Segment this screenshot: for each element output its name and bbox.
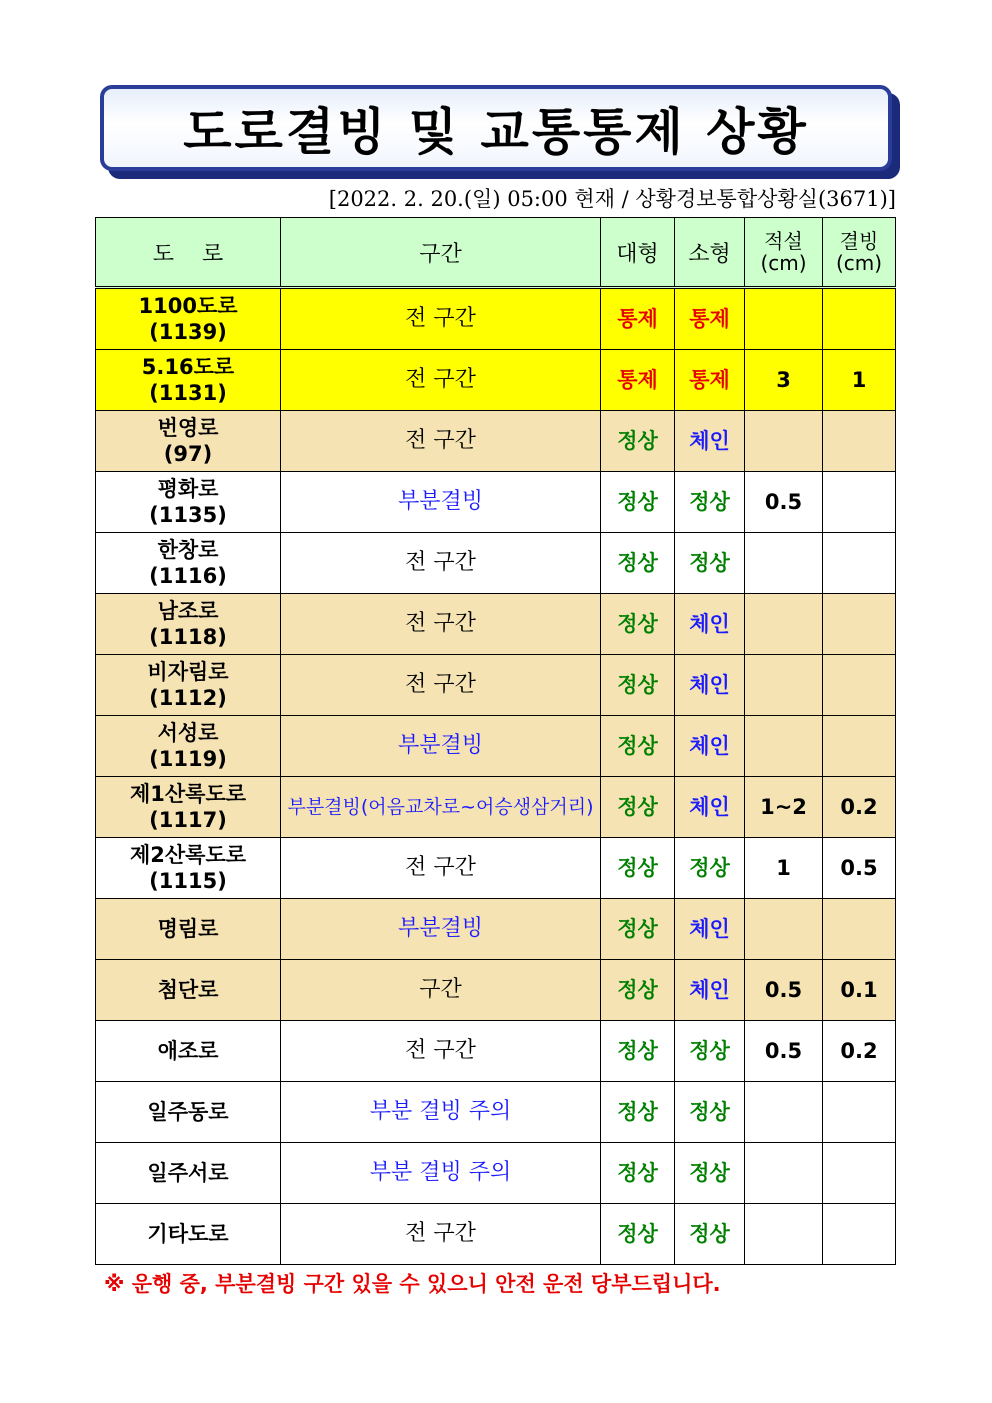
road-name-cell — [96, 899, 281, 960]
section-cell: 전 구간 — [281, 288, 601, 350]
snow-depth-cell: 1~2 — [745, 777, 823, 838]
table-row — [96, 472, 896, 533]
road-name: 평화로 — [157, 477, 219, 501]
road-name-cell — [96, 411, 281, 472]
snow-depth-cell — [745, 1143, 823, 1204]
road-name: 애조로 — [157, 1039, 219, 1063]
header-road: 도 로 — [96, 218, 281, 288]
ice-depth-cell — [823, 472, 896, 533]
small-vehicle-status: 정상 — [675, 1143, 745, 1204]
road-number: (1115) — [149, 869, 227, 893]
snow-depth-cell — [745, 1204, 823, 1265]
section-cell: 전 구간 — [281, 1204, 601, 1265]
road-status-table — [95, 217, 896, 1265]
road-name-cell — [96, 1021, 281, 1082]
snow-depth-cell — [745, 533, 823, 594]
section-cell: 부분 결빙 주의 — [281, 1143, 601, 1204]
table-row — [96, 1143, 896, 1204]
small-vehicle-status: 체인 — [675, 899, 745, 960]
header-large: 대형 — [601, 218, 675, 288]
ice-depth-cell — [823, 594, 896, 655]
large-vehicle-status: 정상 — [601, 716, 675, 777]
ice-depth-cell — [823, 1082, 896, 1143]
large-vehicle-status: 정상 — [601, 655, 675, 716]
road-name-cell — [96, 1204, 281, 1265]
road-name-cell — [96, 288, 281, 350]
large-vehicle-status: 정상 — [601, 777, 675, 838]
road-name-cell — [96, 655, 281, 716]
title-box — [100, 85, 892, 171]
road-number: (1131) — [149, 381, 227, 405]
large-vehicle-status: 통제 — [601, 350, 675, 411]
large-vehicle-status: 정상 — [601, 533, 675, 594]
header-section: 구간 — [281, 218, 601, 288]
road-name: 비자림로 — [147, 660, 229, 684]
small-vehicle-status: 체인 — [675, 777, 745, 838]
header-ice: 결빙 (cm) — [823, 218, 896, 288]
road-number: (97) — [163, 442, 213, 466]
header-snow: 적설 (cm) — [745, 218, 823, 288]
table-row — [96, 1021, 896, 1082]
road-name-cell — [96, 777, 281, 838]
table-row — [96, 1204, 896, 1265]
ice-depth-cell — [823, 533, 896, 594]
small-vehicle-status: 체인 — [675, 594, 745, 655]
snow-depth-cell — [745, 716, 823, 777]
ice-depth-cell — [823, 1204, 896, 1265]
large-vehicle-status: 정상 — [601, 594, 675, 655]
header-small: 소형 — [675, 218, 745, 288]
title-banner — [100, 85, 892, 171]
snow-depth-cell: 1 — [745, 838, 823, 899]
section-cell: 구간 — [281, 960, 601, 1021]
small-vehicle-status: 정상 — [675, 838, 745, 899]
small-vehicle-status: 통제 — [675, 288, 745, 350]
ice-depth-cell — [823, 716, 896, 777]
table-row — [96, 960, 896, 1021]
large-vehicle-status: 정상 — [601, 472, 675, 533]
snow-depth-cell: 0.5 — [745, 960, 823, 1021]
section-cell: 전 구간 — [281, 594, 601, 655]
section-cell: 부분 결빙 주의 — [281, 1082, 601, 1143]
road-number: (1119) — [149, 747, 227, 771]
snow-depth-cell: 3 — [745, 350, 823, 411]
road-name-cell — [96, 472, 281, 533]
road-name-cell — [96, 533, 281, 594]
road-number: (1116) — [149, 564, 227, 588]
road-number: (1118) — [149, 625, 227, 649]
ice-depth-cell: 0.1 — [823, 960, 896, 1021]
section-cell: 부분결빙 — [281, 899, 601, 960]
ice-depth-cell — [823, 411, 896, 472]
road-name: 첨단로 — [157, 978, 219, 1002]
ice-depth-cell — [823, 288, 896, 350]
road-name-cell — [96, 960, 281, 1021]
table-row — [96, 1082, 896, 1143]
road-name: 한창로 — [157, 538, 219, 562]
road-number: (1139) — [149, 320, 227, 344]
road-name: 번영로 — [157, 416, 219, 440]
large-vehicle-status: 정상 — [601, 1204, 675, 1265]
road-name: 제1산록도로 — [129, 782, 247, 806]
snow-depth-cell — [745, 594, 823, 655]
section-cell: 부분결빙 — [281, 716, 601, 777]
large-vehicle-status: 정상 — [601, 899, 675, 960]
ice-depth-cell — [823, 655, 896, 716]
road-name-cell — [96, 716, 281, 777]
table-row — [96, 899, 896, 960]
large-vehicle-status: 정상 — [601, 960, 675, 1021]
ice-depth-cell: 0.5 — [823, 838, 896, 899]
road-name-cell — [96, 1082, 281, 1143]
road-name-cell — [96, 838, 281, 899]
snow-depth-cell — [745, 1082, 823, 1143]
road-name-cell — [96, 350, 281, 411]
snow-depth-cell: 0.5 — [745, 1021, 823, 1082]
table-row — [96, 533, 896, 594]
road-name: 5.16도로 — [141, 355, 235, 379]
small-vehicle-status: 체인 — [675, 716, 745, 777]
ice-depth-cell — [823, 899, 896, 960]
road-name: 1100도로 — [138, 294, 238, 318]
section-cell: 전 구간 — [281, 350, 601, 411]
large-vehicle-status: 정상 — [601, 1021, 675, 1082]
section-cell: 전 구간 — [281, 411, 601, 472]
small-vehicle-status: 체인 — [675, 655, 745, 716]
small-vehicle-status: 정상 — [675, 1082, 745, 1143]
road-number: (1135) — [149, 503, 227, 527]
road-name: 서성로 — [157, 721, 219, 745]
table-row — [96, 716, 896, 777]
ice-depth-cell — [823, 1143, 896, 1204]
large-vehicle-status: 정상 — [601, 1143, 675, 1204]
section-cell: 전 구간 — [281, 655, 601, 716]
road-name: 일주동로 — [147, 1100, 229, 1124]
page-title: 도로결빙 및 교통통제 상황 — [183, 103, 809, 161]
small-vehicle-status: 정상 — [675, 472, 745, 533]
small-vehicle-status: 정상 — [675, 1021, 745, 1082]
table-row — [96, 350, 896, 411]
section-cell: 전 구간 — [281, 533, 601, 594]
table-row — [96, 777, 896, 838]
road-name: 제2산록도로 — [129, 843, 247, 867]
ice-depth-cell: 1 — [823, 350, 896, 411]
small-vehicle-status: 체인 — [675, 411, 745, 472]
section-cell: 부분결빙 — [281, 472, 601, 533]
road-name: 기타도로 — [147, 1222, 229, 1246]
small-vehicle-status: 체인 — [675, 960, 745, 1021]
report-timestamp: [2022. 2. 20.(일) 05:00 현재 / 상황경보통합상황실(3671)] — [328, 187, 896, 211]
large-vehicle-status: 정상 — [601, 838, 675, 899]
small-vehicle-status: 정상 — [675, 533, 745, 594]
snow-depth-cell — [745, 411, 823, 472]
section-cell: 전 구간 — [281, 1021, 601, 1082]
table-row — [96, 288, 896, 350]
large-vehicle-status: 정상 — [601, 1082, 675, 1143]
ice-depth-cell: 0.2 — [823, 777, 896, 838]
safety-note: ※ 운행 중, 부분결빙 구간 있을 수 있으니 안전 운전 당부드립니다. — [104, 1272, 721, 1296]
section-cell: 부분결빙(어음교차로~어승생삼거리) — [281, 777, 601, 838]
ice-depth-cell: 0.2 — [823, 1021, 896, 1082]
road-number: (1117) — [149, 808, 227, 832]
road-number: (1112) — [149, 686, 227, 710]
large-vehicle-status: 정상 — [601, 411, 675, 472]
snow-depth-cell — [745, 288, 823, 350]
road-name: 일주서로 — [147, 1161, 229, 1185]
section-cell: 전 구간 — [281, 838, 601, 899]
table-row — [96, 411, 896, 472]
road-name: 명림로 — [157, 917, 219, 941]
road-name-cell — [96, 1143, 281, 1204]
small-vehicle-status: 통제 — [675, 350, 745, 411]
snow-depth-cell: 0.5 — [745, 472, 823, 533]
road-name: 남조로 — [157, 599, 219, 623]
snow-depth-cell — [745, 655, 823, 716]
table-row — [96, 838, 896, 899]
table-header-row — [96, 218, 896, 288]
table-row — [96, 594, 896, 655]
small-vehicle-status: 정상 — [675, 1204, 745, 1265]
snow-depth-cell — [745, 899, 823, 960]
large-vehicle-status: 통제 — [601, 288, 675, 350]
table-row — [96, 655, 896, 716]
road-name-cell — [96, 594, 281, 655]
